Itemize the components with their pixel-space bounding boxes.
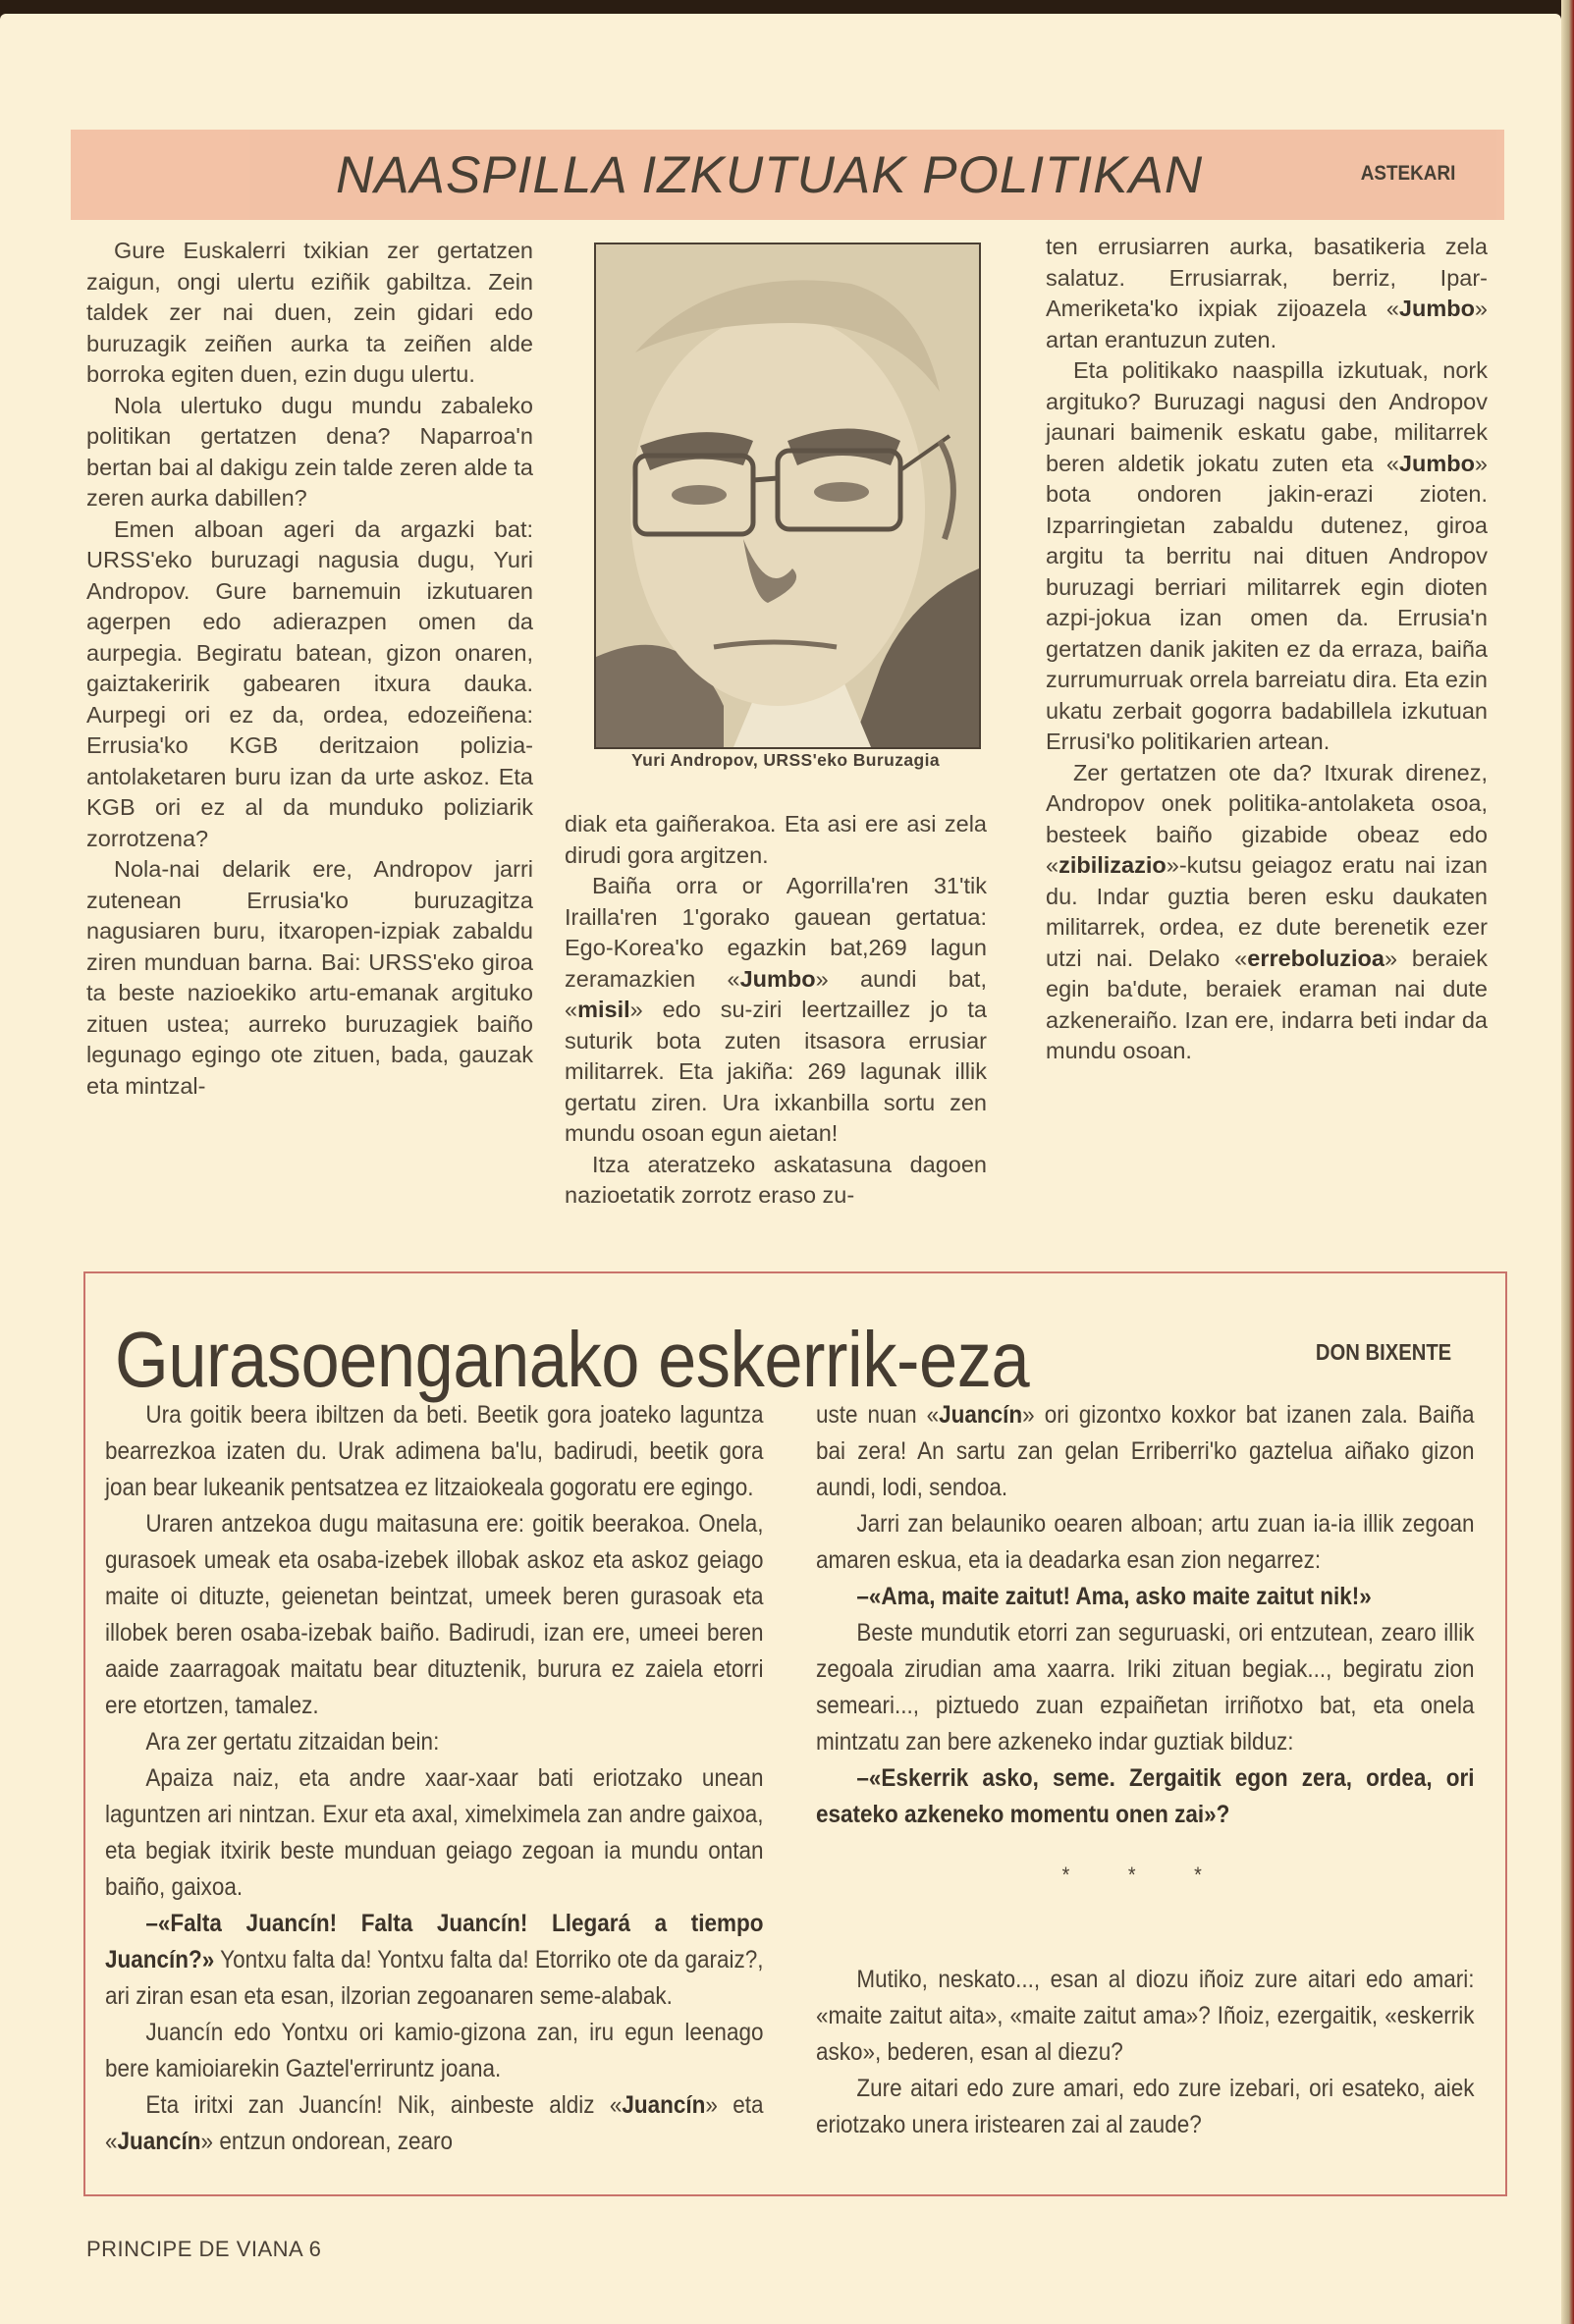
paragraph: Zer gertatzen ote da? Itxurak direnez, Andropov onek politika-antolaketa osoa, besteek baiño gizabide obeaz edo «zibilizazio»-kutsu geiagoz eratu nai izan du. Indar guztia beren esku daukaten militarrek, ordea, ez dute berenetik ezer utzi nai. Delako «erreboluzioa» beraiek egin ba'dute, beraiek eraman nai dute azkeneraiño. Izan ere, indarra beti indar da mundu osoan. (1046, 759, 1488, 1063)
article1-column-2 (565, 809, 987, 1212)
paragraph: Apaiza naiz, eta andre xaar-xaar bati eriotzako unean laguntzen ari nintzan. Exur eta axal, ximelximela zan andre gaixoa, eta begiak itxirik beste munduan geiago zegoan ia mundu ontan baiño, gaixoa. (105, 1764, 764, 1901)
paragraph: Zure aitari edo zure amari, edo zure izebari, ori esateko, aiek eriotzako unera iristearen zai al zaude? (816, 2075, 1475, 2138)
paragraph: Itza ateratzeko askatasuna dagoen nazioetatik zorrotz eraso zu- (565, 1151, 987, 1208)
paragraph: Gure Euskalerri txikian zer gertatzen zaigun, ongi ulertu eziñik gabiltza. Zein taldek zer nai duen, zein gidari edo buruzagik zeiñen aurka ta zeiñen alde borroka egiten duen, ezin dugu ulertu. (86, 238, 533, 387)
paragraph: Baiña orra or Agorrilla'ren 31'tik Irailla'ren 1'gorako gauean gertatua: Ego-Korea'ko egazkin bat,269 lagun zeramazkien «Jumbo» aundi bat, «misil» edo su-ziri leertzaillez jo ta suturik bota zuten itsasora errusiar militarrek. Eta jakiña: 269 lagunak illik gertatu ziren. Ura ixkanbilla sortu zen mundu osoan egun aietan! (565, 873, 987, 1146)
article2-box (83, 1271, 1507, 2196)
paragraph: Beste mundutik etorri zan seguruaski, ori entzutean, zearo illik zegoala zirudian ama xaarra. Iriki zituan begiak..., begiratu zion semeari..., piztuedo zuan ezpaiñetan irriñotxo bat, eta onela mintzatu zan bere azkeneko indar guztiak bilduz: (816, 1619, 1475, 1756)
paragraph: Uraren antzekoa dugu maitasuna ere: goitik beerakoa. Onela, gurasoek umeak eta osaba-izebek illobak askoz eta askoz geiago maite oi dituzte, geienetan beintzat, umeek beren gurasoak eta illobek beren osaba-izebak baiño. Badirudi, izan ere, umeei beren aaide zaarragoak maitatu bear dituztenik, burura ez zaiela etorri ere etortzen, tamalez. (105, 1510, 764, 1719)
article1-column-3 (1046, 232, 1488, 1067)
paragraph: Juancín edo Yontxu ori kamio-gizona zan, iru egun leenago bere kamioiarekin Gaztel'erriruntz joana. (105, 2019, 764, 2082)
paragraph: Ara zer gertatu zitzaidan bein: (145, 1728, 440, 1756)
article2-title: Gurasoenganako eskerrik-eza (115, 1316, 1030, 1403)
page-footer: PRINCIPE DE VIANA 6 (86, 2237, 322, 2261)
article2-author: DON BIXENTE (1315, 1339, 1451, 1365)
article2-column-1 (105, 1397, 764, 2160)
article-title: NAASPILLA IZKUTUAK POLITIKAN (336, 146, 1204, 204)
paragraph: Ura goitik beera ibiltzen da beti. Beetik gora joateko laguntza bearrezkoa izaten du. Urak adimena ba'lu, badirudi, beetik gora joan bear lukeanik pentsatzea ez litzaiokeala gogoratu ere egingo. (105, 1401, 764, 1501)
paragraph: –«Ama, maite zaitut! Ama, asko maite zaitut nik!» (856, 1583, 1372, 1610)
paragraph: Emen alboan ageri da argazki bat: URSS'eko buruzagi nagusia dugu, Yuri Andropov. Gure barnemuin izkutuaren agerpen edo adierazpen omen da aurpegia. Begiratu batean, gizon onaren, gaiztakeririk gabearen itxura dauka. Aurpegi ori ez da, ordea, edozeiñena: Errusia'ko KGB deritzaion polizia-antolaketaren buru izan da urte askoz. Eta KGB ori ez al da munduko poliziarik zorrotzena? (86, 515, 533, 851)
paragraph: Eta politikako naaspilla izkutuak, nork argituko? Buruzagi nagusi den Andropov jaunari baimenik eskatu gabe, militarrek beren aldetik jokatu zuten eta «Jumbo» bota ondoren jakin-erazi zioten. Izparringietan zabaldu dutenez, giroa argitu ta berritu nai dituen Andropov buruzagi berriari militarrek egin dioten azpi-jokua izan omen da. Errusia'n gertatzen danik jakiten ez da erraza, baiña zurrumurruak orrela barreiatu dira. Eta ezin ukatu zerbait gogorra badabillela izkutuan Errusi'ko politikarien artean. (1046, 357, 1488, 754)
photo-caption: Yuri Andropov, URSS'eko Buruzagia (631, 750, 940, 770)
paragraph: ten errusiarren aurka, basatikeria zela salatuz. Errusiarrak, berriz, Ipar-Ameriketa'ko ixpiak zijoazela «Jumbo» artan erantuzun zuten. (1046, 234, 1488, 352)
paragraph: –«Eskerrik asko, seme. Zergaitik egon zera, ordea, ori esateko azkeneko momentu onen zai»? (816, 1764, 1475, 1828)
paragraph: Mutiko, neskato..., esan al diozu iñoiz zure aitari edo amari: «maite zaitut aita», «maite zaitut ama»? Iñoiz, ezergaitik, «eskerrik asko», bederen, esan al diezu? (816, 1966, 1475, 2066)
paragraph: Jarri zan belauniko oearen alboan; artu zuan ia-ia illik zegoan amaren eskua, eta ia deadarka esan zion negarrez: (816, 1510, 1475, 1574)
paragraph: uste nuan «Juancín» ori gizontxo koxkor bat izanen zala. Baiña bai zera! An sartu zan gelan Erriberri'ko gaztelua aiñako gizon aundi, lodi, sendoa. (816, 1401, 1475, 1501)
paragraph: Nola ulertuko dugu mundu zabaleko politikan gertatzen dena? Naparroa'n bertan bai al dakigu zein talde zeren alde ta zeren aurka dabillen? (86, 392, 533, 511)
portrait-image (596, 244, 979, 747)
article-author: ASTEKARI (1360, 162, 1455, 185)
article1-column-1 (86, 236, 533, 1102)
paragraph: Nola-nai delarik ere, Andropov jarri zutenean Errusia'ko buruzagitza nagusiaren buru, itxaropen-izpiak zabaldu ziren munduan barna. Bai: URSS'eko giroa ta beste nazioekiko artu-emanak argituko zituen ustea; aurreko buruzagiek baiño legunago egingo ote zituen, bada, gauzak eta mintzal- (86, 856, 533, 1099)
paragraph: diak eta gaiñerakoa. Eta asi ere asi zela dirudi gora argitzen. (565, 811, 987, 868)
portrait-photo (594, 243, 981, 749)
magazine-page (0, 14, 1561, 2324)
paragraph: Eta iritxi zan Juancín! Nik, ainbeste aldiz «Juancín» eta «Juancín» entzun ondorean, zearo (105, 2091, 764, 2155)
page-edge (1561, 0, 1574, 2324)
section-separator: * * * (1061, 1863, 1228, 1887)
paragraph: –«Falta Juancín! Falta Juancín! Llegará a tiempo Juancín?» Yontxu falta da! Yontxu falta da! Etorriko ote da garaiz?, ari ziran esan eta esan, ilzorian zegoanaren seme-alabak. (105, 1910, 764, 2010)
article2-column-2 (816, 1397, 1475, 2143)
article-banner (71, 130, 1504, 220)
